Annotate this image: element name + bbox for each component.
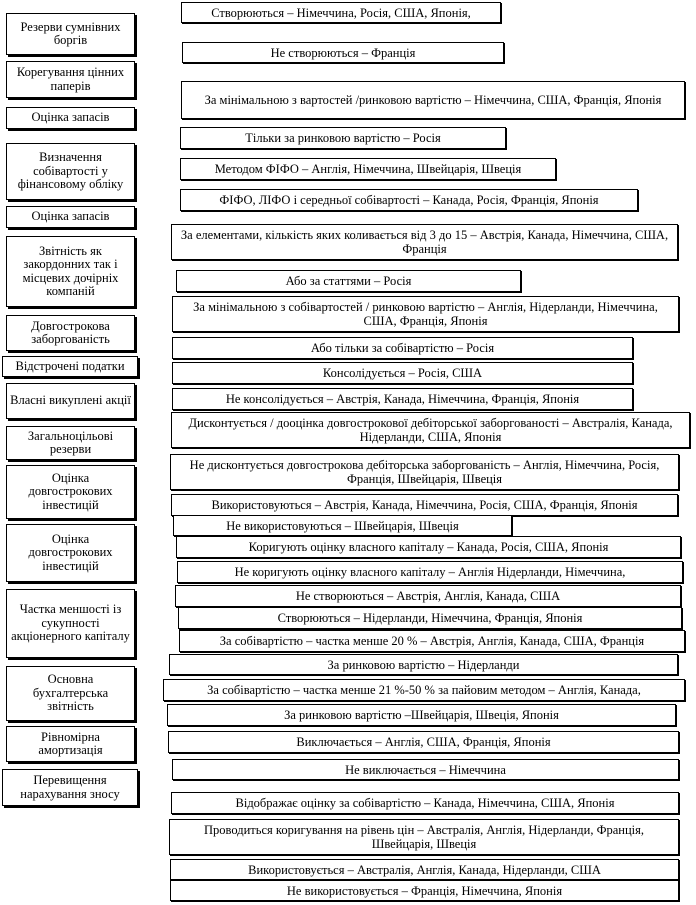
detail-box: Створюються – Нідерланди, Німеччина, Франція, Японія	[178, 607, 682, 629]
detail-box: Тільки за ринковою вартістю – Росія	[180, 127, 506, 149]
detail-box: Не консолідується – Австрія, Канада, Німеччина, Франція, Японія	[172, 388, 633, 410]
detail-box: Використовуються – Австрія, Канада, Німеччина, Росія, США, Франція, Японія	[171, 494, 678, 516]
category-box: Перевищення нарахування зносу	[2, 769, 138, 806]
category-box: Оцінка довгострокових інвестицій	[6, 465, 135, 519]
category-box: Відстрочені податки	[2, 356, 138, 377]
detail-box: Не створюються – Австрія, Англія, Канада, США	[175, 585, 681, 607]
detail-box: За ринковою вартістю –Швейцарія, Швеція, Японія	[167, 704, 676, 726]
category-box: Оцінка довгострокових інвестицій	[6, 524, 135, 582]
detail-box: За елементами, кількість яких коливається від 3 до 15 – Австрія, Канада, Німеччина, США, Франція	[171, 224, 678, 260]
detail-box: За собівартістю – частка менше 20 % – Австрія, Англія, Канада, США, Франція	[179, 630, 685, 652]
detail-box: Не створюються – Франція	[182, 42, 504, 63]
category-box: Загальноцільові резерви	[6, 426, 135, 460]
detail-box: Методом ФІФО – Англія, Німеччина, Швейцарія, Швеція	[180, 158, 556, 180]
detail-box: За мінімальною з вартостей /ринковою вартістю – Німеччина, США, Франція, Японія	[181, 81, 685, 119]
detail-box: Не виключається – Німеччина	[172, 759, 679, 780]
detail-box: Не коригують оцінку власного капіталу – Англія Нідерланди, Німеччина,	[177, 561, 683, 583]
detail-box: Або за статтями – Росія	[176, 270, 521, 292]
category-box: Оцінка запасів	[6, 206, 135, 228]
detail-box: За мінімальною з собівартостей / ринковою вартістю – Англія, Нідерланди, Німеччина, США, Франція, Японія	[172, 296, 679, 332]
detail-box: Коригують оцінку власного капіталу – Канада, Росія, США, Японія	[176, 536, 681, 558]
detail-box: ФІФО, ЛІФО і середньої собівартості – Канада, Росія, Франція, Японія	[180, 189, 638, 211]
detail-box: Або тільки за собівартістю – Росія	[172, 337, 633, 359]
category-box: Рівномірна амортизація	[6, 726, 135, 762]
category-box: Резерви сумнівних боргів	[6, 13, 135, 55]
category-box: Довгострокова заборгованість	[6, 315, 135, 351]
detail-box: За ринковою вартістю – Нідерланди	[169, 654, 678, 675]
category-box: Оцінка запасів	[6, 107, 135, 129]
detail-box: Створюються – Німеччина, Росія, США, Японія,	[181, 2, 501, 23]
detail-box: Не використовуються – Швейцарія, Швеція	[173, 515, 512, 536]
detail-box: Не використовується – Франція, Німеччина, Японія	[170, 880, 679, 901]
category-box: Корегування цінних паперів	[6, 61, 135, 98]
category-box: Власні викуплені акції	[6, 383, 135, 419]
detail-box: Дисконтується / дооцінка довгострокової дебіторської заборгованості – Австралія, Канада, Нідерланди, США, Японія	[171, 412, 690, 448]
detail-box: Відображає оцінку за собівартістю – Канада, Німеччина, США, Японія	[171, 792, 679, 814]
category-box: Визначення собівартості у фінансовому обліку	[6, 143, 135, 200]
detail-box: Консолідується – Росія, США	[172, 362, 633, 384]
detail-box: Проводиться коригування на рівень цін – Австралія, Англія, Нідерланди, Франція, Швейцарія, Швеція	[169, 819, 679, 855]
detail-box: Виключається – Англія, США, Франція, Японія	[168, 731, 679, 753]
category-box: Основна бухгалтерська звітність	[6, 666, 135, 721]
detail-box: Не дисконтується довгострокова дебіторська заборгованість – Англія, Німеччина, Росія, Франція, Швейцарія, Швеція	[170, 454, 679, 490]
category-box: Частка меншості із сукупності акціонерного капіталу	[6, 589, 135, 658]
category-box: Звітність як закордонних так і місцевих дочірніх компаній	[6, 236, 135, 307]
detail-box: За собівартістю – частка менше 21 %-50 % за пайовим методом – Англія, Канада,	[163, 679, 685, 701]
detail-box: Використовується – Австралія, Англія, Канада, Нідерланди, США	[170, 859, 679, 880]
